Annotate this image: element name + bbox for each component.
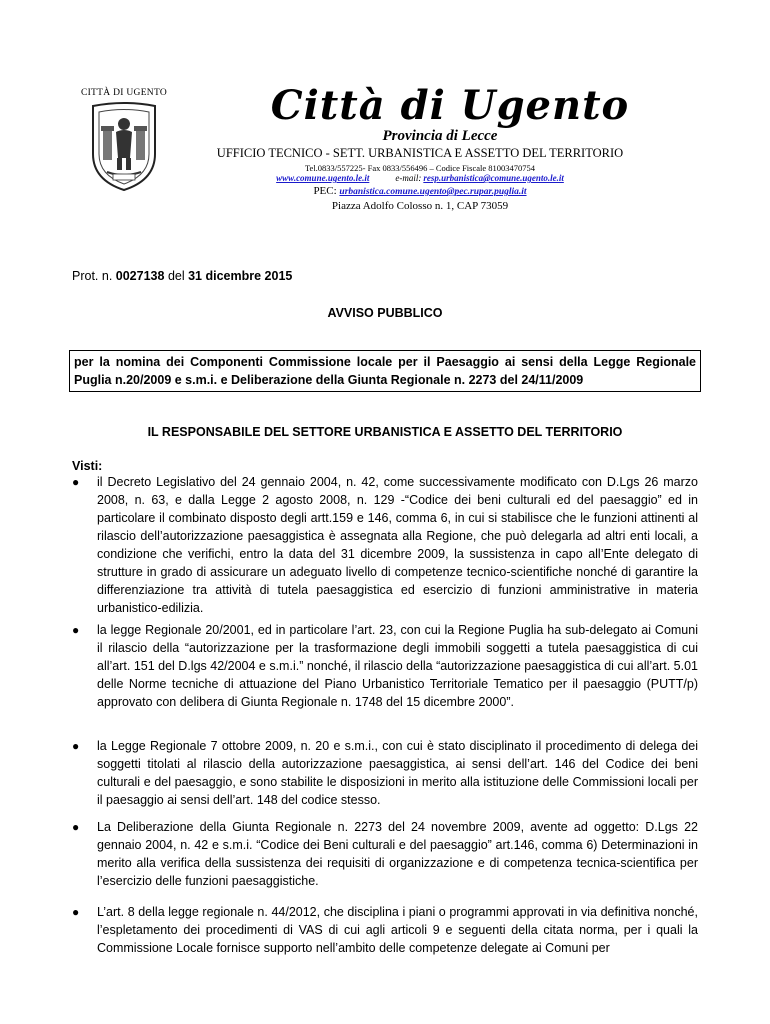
list-item bbox=[72, 818, 698, 890]
list-item bbox=[72, 473, 698, 617]
bullet: ● bbox=[72, 623, 80, 637]
city-title: Città di Ugento bbox=[270, 82, 630, 129]
list-item-text: la legge Regionale 20/2001, ed in particolare l’art. 23, con cui la Regione Puglia ha sub-delegato ai Comuni il rilascio della “autorizzazione per la trasformazione degli immobili soggetti a tutela paesaggistica di cui all’art. 151 del D.lgs 42/2004 e s.m.i.” nonché, il rilascio della “autorizzazione paesaggistica di cui all’art. 5.01 delle Norme tecniche di attuazione del Piano Urbanistico Territoriale Tematico per il paesaggio (PUTT/p) approvato con delibera di Giunta Regionale n. 1748 del 15 dicembre 2000”. bbox=[97, 623, 699, 709]
crest-icon bbox=[83, 100, 165, 192]
email-label: e-mail: bbox=[395, 173, 422, 183]
website-link[interactable]: www.comune.ugento.le.it bbox=[276, 173, 370, 183]
letterhead bbox=[180, 82, 660, 212]
province-name: Provincia di Lecce bbox=[382, 128, 498, 144]
pec-line bbox=[180, 185, 660, 197]
pec-label: PEC: bbox=[313, 185, 337, 197]
bullet: ● bbox=[72, 905, 80, 919]
crest-caption: CITTÀ DI UGENTO bbox=[80, 88, 168, 98]
address: Piazza Adolfo Colosso n. 1, CAP 73059 bbox=[331, 200, 509, 212]
phone-line: Tel.0833/557225- Fax 0833/556496 – Codice Fiscale 81003470754 bbox=[304, 163, 536, 173]
list-item-text: la Legge Regionale 7 ottobre 2009, n. 20 e s.m.i., con cui è stato disciplinato il procedimento di delega dei soggetti titolati al rilascio della autorizzazione paesaggistica, ai sensi dell’art. 146 del Codice dei beni culturali e del paesaggio, e sono stabilite le disposizioni in merito alla istituzione delle Commissioni locali per il paesaggio ai sensi dell’art. 148 del codice stesso. bbox=[97, 739, 698, 807]
email-link[interactable]: resp.urbanistica@comune.ugento.le.it bbox=[423, 173, 564, 183]
list-item-text: L’art. 8 della legge regionale n. 44/2012, che disciplina i piani o programmi approvati in via definitiva nonché, l’espletamento dei procedimenti di VAS di cui agli articoli 9 e seguenti della citata norma, per i quali la Commissione Locale fornisce supporto nell’ambito delle competenze delegate ai Comuni per bbox=[97, 905, 698, 955]
pec-link[interactable]: urbanistica.comune.ugento@pec.rupar.puglia.it bbox=[339, 187, 527, 197]
list-item-text: La Deliberazione della Giunta Regionale n. 2273 del 24 novembre 2009, avente ad oggetto: D.Lgs 22 gennaio 2004, n. 42 e s.m.i. “Codice dei Beni culturali e del paesaggio” art.146, comma 6) Determinazioni in merito alla verifica della sussistenza dei requisiti di organizzazione e di competenza tecnica-scientifica per l’esercizio delle funzioni paesaggistiche. bbox=[97, 820, 698, 888]
office-name: UFFICIO TECNICO - SETT. URBANISTICA E ASSETTO DEL TERRITORIO bbox=[216, 146, 624, 160]
coat-of-arms bbox=[70, 88, 178, 192]
notice-title: AVVISO PUBBLICO bbox=[327, 306, 443, 320]
bullet: ● bbox=[72, 739, 80, 753]
protocol-line bbox=[72, 269, 292, 283]
list-item bbox=[72, 903, 698, 957]
protocol-prefix: Prot. n. bbox=[72, 269, 113, 283]
web-contacts bbox=[180, 173, 660, 183]
visti-label: Visti: bbox=[72, 459, 103, 473]
subject-box: per la nomina dei Componenti Commissione locale per il Paesaggio ai sensi della Legge Regionale Puglia n.20/2009 e s.m.i. e Deliberazione della Giunta Regionale n. 2273 del 24/11/2009 bbox=[69, 350, 701, 392]
protocol-middle: del bbox=[167, 269, 185, 283]
protocol-number: 0027138 bbox=[115, 269, 165, 283]
responsible-heading: IL RESPONSABILE DEL SETTORE URBANISTICA E ASSETTO DEL TERRITORIO bbox=[147, 425, 623, 439]
list-item bbox=[72, 737, 698, 809]
protocol-date: 31 dicembre 2015 bbox=[188, 269, 293, 283]
bullet: ● bbox=[72, 820, 80, 834]
list-item bbox=[72, 621, 698, 711]
list-item-text: il Decreto Legislativo del 24 gennaio 2004, n. 42, come successivamente modificato con D.Lgs 26 marzo 2008, n. 63, e dalla Legge 2 agosto 2008, n. 129 -“Codice dei beni culturali ed del paesaggio” ed in particolare il combinato disposto degli artt.159 e 146, comma 6, in cui si stabilisce che le funzioni attinenti al rilascio dell’autorizzazione paesaggistica è assegnata alla Regione, che può delegarla ad altri enti locali, a condizione che verifichi, entro la data del 31 dicembre 2009, la sussistenza in capo all’Ente delegato di strutture in grado di assicurare un adeguato livello di competenze tecnico-scientifiche nonché di garantire la differenziazione tra attività di tutela paesaggistica ed esercizio di funzioni amministrative in materia urbanistico-edilizia. bbox=[97, 475, 698, 615]
bullet: ● bbox=[72, 475, 80, 489]
